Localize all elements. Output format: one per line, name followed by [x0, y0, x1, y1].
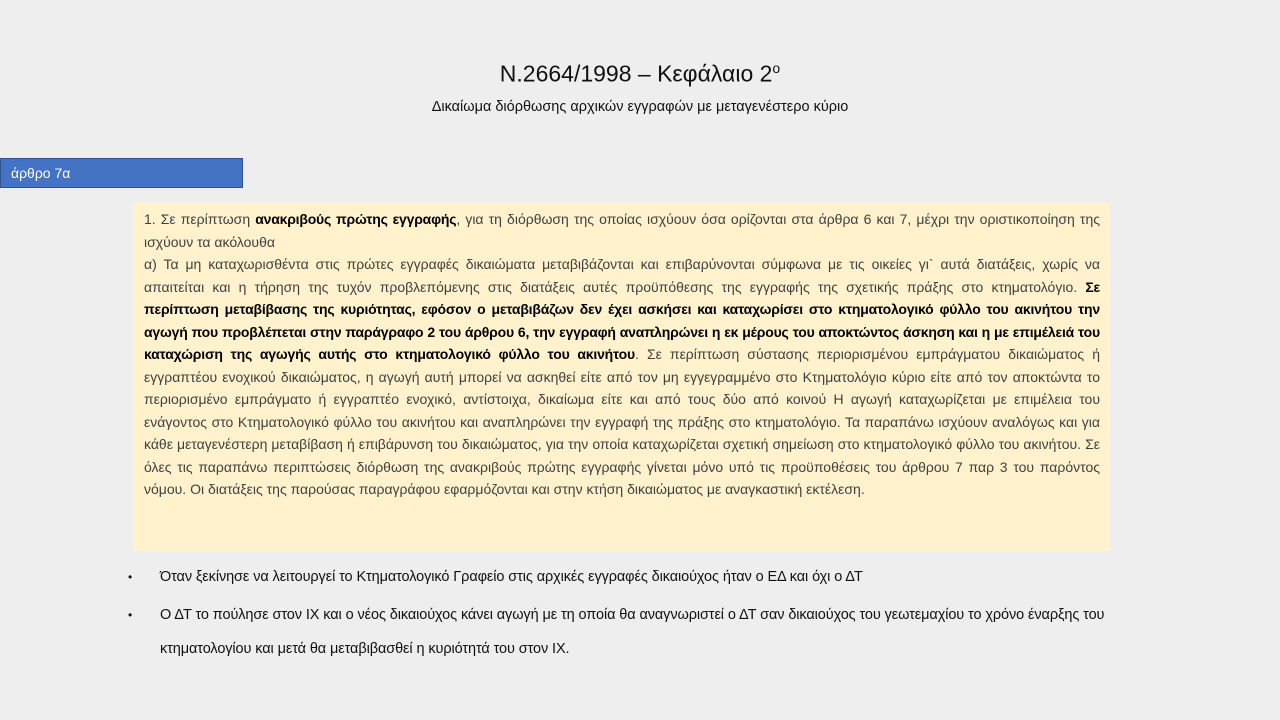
slide-title: [0, 60, 1280, 88]
article-p1-end: , για τη διόρθωση της οποίας ισχύουν όσα ορίζονται στα άρθρα 6 και 7, μέχρι την οριστικοποίηση της ισχύουν τα ακόλουθα: [144, 211, 1100, 250]
bullet-marker: •: [128, 570, 133, 584]
bullet-item-1-text: Όταν ξεκίνησε να λειτουργεί το Κτηματολογικό Γραφείο στις αρχικές εγγραφές δικαιούχος ήταν ο ΕΔ και όχι ο ΔΤ: [160, 569, 863, 585]
article-label: άρθρο 7α: [0, 158, 243, 188]
bullet-item-2: [128, 598, 1138, 666]
article-text-box: [133, 203, 1110, 551]
article-p1-bold: ανακριβούς πρώτης εγγραφής: [255, 211, 457, 227]
slide-subtitle: Δικαίωμα διόρθωσης αρχικών εγγραφών με μεταγενέστερο κύριο: [431, 99, 849, 115]
slide-title-text: Ν.2664/1998 – Κεφάλαιο 2: [499, 60, 773, 87]
bullet-marker: •: [128, 608, 133, 622]
article-p2-start: α) Τα μη καταχωρισθέντα στις πρώτες εγγραφές δικαιώματα μεταβιβάζονται και επιβαρύνονται σύμφωνα με τις οικείες γι` αυτά διατάξεις, χωρίς να απαιτείται και η τήρηση της τυχόν προβλεπόμενης στις διατάξεις αυτές προϋπόθεσης της εγγραφής της σχετικής πράξης στο κτηματολόγιο.: [144, 256, 1100, 295]
article-p2-end: . Σε περίπτωση σύστασης περιορισμένου εμπράγματου δικαιώματος ή εγγραπτέου ενοχικού δικαιώματος, η αγωγή αυτή μπορεί να ασκηθεί είτε από τον μη εγγεγραμμένο στο Κτηματολόγιο κύριο είτε από τον αποκτώντα το περιορισμένο εμπράγματο ή εγγραπτέο ενοχικό, αντίστοιχα, δικαίωμα είτε και από τους δύο από κοινού Η αγωγή καταχωρίζεται με επιμέλεια του ενάγοντος στο Κτηματολογικό φύλλο του ακινήτου και αναπληρώνει την εγγραφή της πράξης στο κτηματολόγιο. Τα παραπάνω ισχύουν αναλόγως και για κάθε μεταγενέστερη μεταβίβαση ή επιβάρυνση του δικαιώματος, για την οποία καταχωρίζεται σχετική σημείωση στο κτηματολογικό φύλλο του ακινήτου. Σε όλες τις παραπάνω περιπτώσεις διόρθωση της ανακριβούς πρώτης εγγραφής γίνεται μόνο υπό τις προϋποθέσεις του άρθρου 7 παρ 3 του παρόντος νόμου. Οι διατάξεις της παρούσας παραγράφου εφαρμόζονται και στην κτήση δικαιώματος με αναγκαστική εκτέλεση.: [144, 346, 1100, 497]
bullet-item-1: [128, 565, 1138, 589]
bullet-item-2-text: Ο ΔΤ το πούλησε στον ΙΧ και ο νέος δικαιούχος κάνει αγωγή με τη οποία θα αναγνωριστεί ο ΔΤ σαν δικαιούχος του γεωτεμαχίου το χρόνο έναρξης του κτηματολογίου και μετά θα μεταβιβασθεί η κυριότητά του στον ΙΧ.: [160, 607, 1105, 657]
article-p1-start: 1. Σε περίπτωση: [144, 211, 256, 227]
article-paragraph-1: [144, 208, 1100, 253]
slide-title-superscript: ο: [772, 60, 781, 76]
bullet-list: [128, 565, 1138, 666]
article-p2-bold: Σε περίπτωση μεταβίβασης της κυριότητας, εφόσον ο μεταβιβάζων δεν έχει ασκήσει και καταχωρίσει στο κτηματολογικό φύλλο του ακινήτου την αγωγή που προβλέπεται στην παράγραφο 2 του άρθρου 6, την εγγραφή αναπληρώνει η εκ μέρους του αποκτώντος άσκηση και η με επιμέλειά του καταχώριση της αγωγής αυτής στο κτηματολογικό φύλλο του ακινήτου: [144, 278, 1100, 362]
article-paragraph-2: [144, 253, 1100, 501]
